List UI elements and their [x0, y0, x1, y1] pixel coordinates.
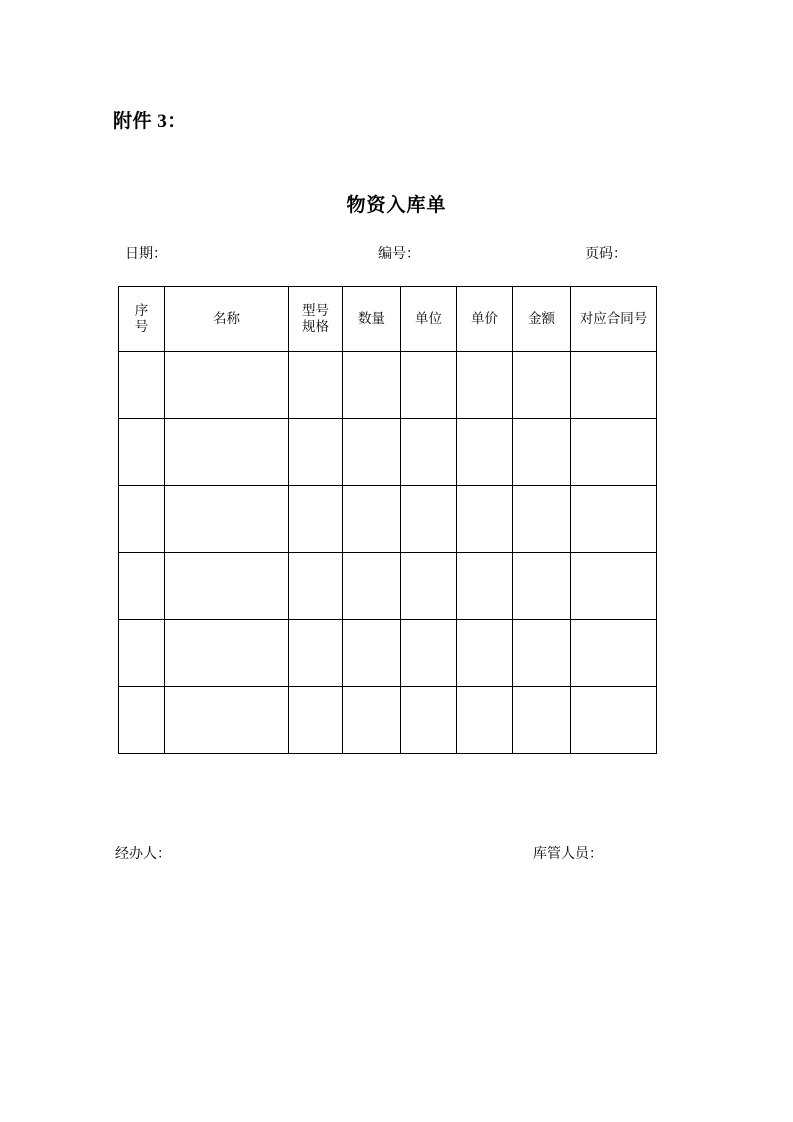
- cell-unit-price[interactable]: [457, 486, 513, 553]
- cell-unit-price[interactable]: [457, 419, 513, 486]
- header-cell-sequence: [119, 287, 165, 352]
- header-line-1: 型号: [302, 303, 329, 319]
- cell-contract-number[interactable]: [571, 553, 657, 620]
- cell-name[interactable]: [165, 352, 289, 419]
- table-row: [119, 553, 657, 620]
- table-row: [119, 486, 657, 553]
- table-row: [119, 620, 657, 687]
- cell-unit-price[interactable]: [457, 620, 513, 687]
- cell-model[interactable]: [289, 553, 343, 620]
- cell-unit[interactable]: [401, 620, 457, 687]
- header-cell-amount: [513, 287, 571, 352]
- table-row: [119, 419, 657, 486]
- header-line-1: 单位: [415, 311, 442, 327]
- header-line-1: 对应合同号: [579, 311, 648, 327]
- cell-model[interactable]: [289, 352, 343, 419]
- goods-receipt-table: [118, 286, 657, 754]
- header-cell-unit: [401, 287, 457, 352]
- cell-amount[interactable]: [513, 352, 571, 419]
- table-row: [119, 352, 657, 419]
- cell-unit[interactable]: [401, 486, 457, 553]
- header-line-2: 号: [134, 319, 149, 334]
- cell-sequence[interactable]: [119, 620, 165, 687]
- header-line-2: 规格: [302, 319, 329, 334]
- header-line-1: 数量: [358, 311, 385, 327]
- cell-unit-price[interactable]: [457, 553, 513, 620]
- header-line-1: 序: [134, 303, 149, 319]
- cell-name[interactable]: [165, 553, 289, 620]
- page-number-label: 页码：: [585, 247, 627, 262]
- cell-quantity[interactable]: [343, 352, 401, 419]
- cell-model[interactable]: [289, 419, 343, 486]
- cell-contract-number[interactable]: [571, 620, 657, 687]
- cell-model[interactable]: [289, 620, 343, 687]
- cell-amount[interactable]: [513, 553, 571, 620]
- cell-model[interactable]: [289, 687, 343, 754]
- table-row: [119, 687, 657, 754]
- cell-quantity[interactable]: [343, 620, 401, 687]
- cell-amount[interactable]: [513, 419, 571, 486]
- cell-sequence[interactable]: [119, 419, 165, 486]
- cell-sequence[interactable]: [119, 486, 165, 553]
- header-line-1: 金额: [528, 311, 555, 327]
- cell-amount[interactable]: [513, 486, 571, 553]
- cell-amount[interactable]: [513, 620, 571, 687]
- date-label: 日期：: [125, 247, 167, 262]
- table-body: [119, 352, 657, 754]
- cell-contract-number[interactable]: [571, 352, 657, 419]
- meta-row: [113, 243, 680, 265]
- header-cell-name: [165, 287, 289, 352]
- cell-quantity[interactable]: [343, 553, 401, 620]
- header-line-1: 单价: [471, 311, 498, 327]
- cell-unit[interactable]: [401, 419, 457, 486]
- warehouse-keeper-label: 库管人员：: [533, 847, 603, 862]
- cell-quantity[interactable]: [343, 419, 401, 486]
- cell-unit-price[interactable]: [457, 687, 513, 754]
- cell-name[interactable]: [165, 419, 289, 486]
- cell-sequence[interactable]: [119, 352, 165, 419]
- cell-contract-number[interactable]: [571, 419, 657, 486]
- header-cell-unit-price: [457, 287, 513, 352]
- cell-sequence[interactable]: [119, 687, 165, 754]
- cell-name[interactable]: [165, 620, 289, 687]
- cell-amount[interactable]: [513, 687, 571, 754]
- cell-quantity[interactable]: [343, 687, 401, 754]
- table-header-row: [119, 287, 657, 352]
- header-cell-contract-number: [571, 287, 657, 352]
- cell-model[interactable]: [289, 486, 343, 553]
- attachment-label: 附件 3：: [113, 111, 187, 132]
- cell-unit-price[interactable]: [457, 352, 513, 419]
- cell-quantity[interactable]: [343, 486, 401, 553]
- cell-name[interactable]: [165, 486, 289, 553]
- signature-row: [113, 843, 680, 865]
- cell-unit[interactable]: [401, 352, 457, 419]
- cell-name[interactable]: [165, 687, 289, 754]
- cell-unit[interactable]: [401, 687, 457, 754]
- cell-sequence[interactable]: [119, 553, 165, 620]
- header-cell-quantity: [343, 287, 401, 352]
- page-title: 物资入库单: [346, 195, 447, 216]
- cell-contract-number[interactable]: [571, 486, 657, 553]
- header-line-1: 名称: [213, 311, 240, 327]
- cell-contract-number[interactable]: [571, 687, 657, 754]
- cell-unit[interactable]: [401, 553, 457, 620]
- number-label: 编号：: [378, 247, 420, 262]
- handler-label: 经办人：: [115, 847, 171, 862]
- header-cell-model: [289, 287, 343, 352]
